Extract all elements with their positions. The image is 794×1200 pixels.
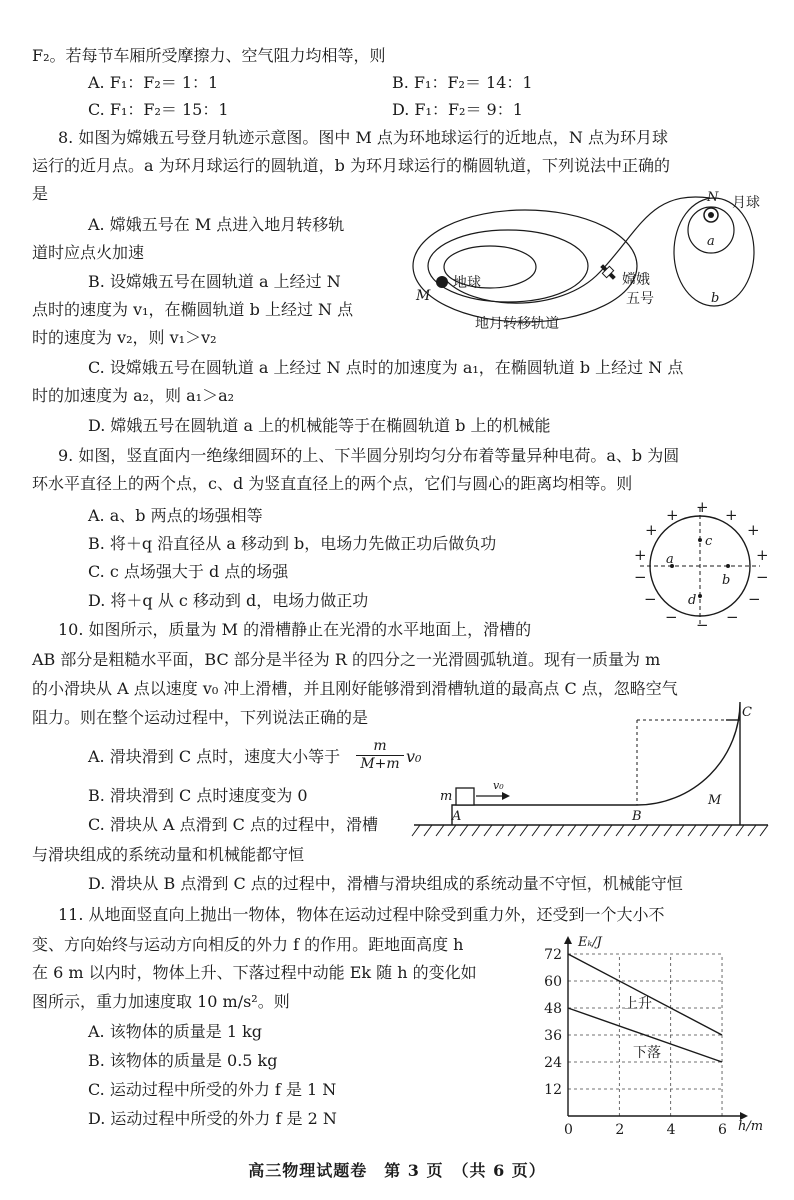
y-tick-label: 72	[544, 947, 562, 963]
q11-stem-line-1: 11. 从地面竖直向上抛出一物体，物体在运动过程中除受到重力外，还受到一个大小不	[58, 905, 665, 924]
a-point-label: A	[452, 809, 462, 824]
q10-option-a-post: v₀	[406, 747, 422, 766]
plus-sign: +	[645, 521, 658, 539]
y-tick-label: 12	[544, 1082, 562, 1098]
fraction-numerator: m	[356, 738, 404, 756]
minus-sign: −	[726, 608, 739, 626]
q10-stem-line-2: AB 部分是粗糙水平面，BC 部分是半径为 R 的四分之一光滑圆弧轨道。现有一质量为 m	[32, 650, 661, 669]
c-point-label: C	[742, 705, 752, 720]
x-tick-label: 0	[564, 1122, 573, 1138]
q9-option-b: B. 将＋q 沿直径从 a 移动到 b，电场力先做正功后做负功	[88, 534, 497, 553]
y-tick-label: 60	[544, 974, 562, 990]
q11-option-b: B. 该物体的质量是 0.5 kg	[88, 1051, 278, 1070]
minus-sign: −	[665, 608, 678, 626]
minus-sign: −	[748, 590, 761, 608]
v0-label: v₀	[493, 779, 504, 792]
plus-sign: +	[725, 506, 738, 524]
q8-option-a-2: 道时应点火加速	[32, 243, 145, 262]
y-axis-arrow	[564, 936, 572, 944]
q10-stem-line-3: 的小滑块从 A 点以速度 v₀ 冲上滑槽，并且刚好能够滑到滑槽轨道的最高点 C 点，忽略空气	[32, 679, 678, 698]
transfer-orbit-label: 地月转移轨道	[475, 316, 559, 332]
earth-label: 地球	[453, 275, 481, 291]
q10-option-c-1: C. 滑块从 A 点滑到 C 点的过程中，滑槽	[88, 815, 378, 834]
q8-option-d: D. 嫦娥五号在圆轨道 a 上的机械能等于在椭圆轨道 b 上的机械能	[88, 416, 551, 435]
x-axis-label: h/m	[738, 1119, 764, 1134]
minus-sign: −	[644, 590, 657, 608]
y-axis-label: Eₖ/J	[578, 935, 602, 950]
q8-option-a-1: A. 嫦娥五号在 M 点进入地月转移轨	[88, 215, 345, 234]
label-a: a	[666, 552, 674, 567]
minus-sign: −	[634, 568, 647, 586]
q8-option-b-2: 点时的速度为 v₁，在椭圆轨道 b 上经过 N 点	[32, 300, 354, 319]
probe-label-1: 嫦娥	[622, 272, 650, 288]
x-tick-label: 2	[615, 1122, 625, 1138]
q11-stem-line-4: 图所示，重力加速度取 10 m/s²。则	[32, 992, 290, 1011]
q7-option-d: D. F₁：F₂＝ 9：1	[392, 100, 523, 119]
y-tick-label: 24	[544, 1055, 562, 1071]
q8-option-b-1: B. 设嫦娥五号在圆轨道 a 上经过 N	[88, 272, 341, 291]
series-line-rise	[568, 954, 722, 1035]
q10-option-d: D. 滑块从 B 点滑到 C 点的过程中，滑槽与滑块组成的系统动量不守恒，机械能守恒	[88, 874, 683, 893]
q10-option-b: B. 滑块滑到 C 点时速度变为 0	[88, 786, 308, 805]
q11-option-d: D. 运动过程中所受的外力 f 是 2 N	[88, 1109, 337, 1128]
label-b: b	[722, 573, 731, 588]
q10-option-a-pre: A. 滑块滑到 C 点时，速度大小等于	[88, 747, 341, 766]
q10-option-c-2: 与滑块组成的系统动量和机械能都守恒	[32, 845, 305, 864]
label-c: c	[705, 534, 713, 549]
q8-stem-line-1: 8. 如图为嫦娥五号登月轨迹示意图。图中 M 点为环地球运行的近地点，N 点为环月球	[58, 128, 668, 147]
q9-option-c: C. c 点场强大于 d 点的场强	[88, 562, 289, 581]
q7-option-a: A. F₁：F₂＝ 1：1	[88, 73, 219, 92]
orbit-a-label: a	[707, 234, 715, 249]
q10-stem-line-4: 阻力。则在整个运动过程中，下列说法正确的是	[32, 708, 369, 727]
q8-option-c-1: C. 设嫦娥五号在圆轨道 a 上经过 N 点时的加速度为 a₁，在椭圆轨道 b 上经过 N 点	[88, 358, 684, 377]
q9-stem-line-1: 9. 如图，竖直面内一绝缘细圆环的上、下半圆分别均匀分布着等量异种电荷。a、b 为圆	[58, 446, 680, 465]
fall-series-label: 下落	[633, 1045, 661, 1061]
plus-sign: +	[696, 498, 709, 516]
q7-tail: F₂。若每节车厢所受摩擦力、空气阻力均相等，则	[32, 46, 386, 65]
q8-stem-line-3: 是	[32, 184, 49, 203]
q9-option-a: A. a、b 两点的场强相等	[88, 506, 263, 525]
q9-stem-line-2: 环水平直径上的两个点，c、d 为竖直直径上的两个点，它们与圆心的距离均相等。则	[32, 474, 633, 493]
q9-option-d: D. 将＋q 从 c 移动到 d，电场力做正功	[88, 591, 369, 610]
q8-option-c-2: 时的加速度为 a₂，则 a₁＞a₂	[32, 386, 235, 405]
chart-ticks	[544, 947, 727, 1138]
m-label: m	[440, 789, 453, 804]
q11-option-a: A. 该物体的质量是 1 kg	[88, 1022, 263, 1041]
q10-stem-line-1: 10. 如图所示，质量为 M 的滑槽静止在光滑的水平地面上，滑槽的	[58, 620, 532, 639]
x-tick-label: 4	[666, 1122, 676, 1138]
q7-option-b: B. F₁：F₂＝ 14：1	[392, 73, 533, 92]
chart-axes	[564, 936, 748, 1120]
minus-sign: −	[756, 568, 769, 586]
plus-sign: +	[747, 521, 760, 539]
x-tick-label: 6	[718, 1122, 727, 1138]
y-tick-label: 36	[544, 1028, 562, 1044]
q8-option-b-3: 时的速度为 v₂，则 v₁＞v₂	[32, 328, 217, 347]
moon-label: 月球	[732, 195, 760, 211]
fraction-denominator: M+m	[360, 756, 400, 772]
probe-label-2: 五号	[626, 291, 654, 307]
plus-sign: +	[666, 506, 679, 524]
minus-sign: −	[696, 616, 709, 634]
q11-stem-line-2: 变、方向始终与运动方向相反的外力 f 的作用。距地面高度 h	[32, 935, 464, 954]
plus-sign: +	[634, 546, 647, 564]
q11-stem-line-3: 在 6 m 以内时，物体上升、下落过程中动能 Ek 随 h 的变化如	[32, 963, 477, 982]
orbit-b-label: b	[711, 291, 720, 306]
q8-stem-line-2: 运行的近月点。a 为环月球运行的圆轨道，b 为环月球运行的椭圆轨道，下列说法中正确的	[32, 156, 670, 175]
y-tick-label: 48	[544, 1001, 562, 1017]
n-point-label: N	[707, 190, 719, 205]
label-d: d	[688, 593, 697, 608]
page-footer: 高三物理试题卷 第 3 页 （共 6 页）	[248, 1161, 546, 1180]
q11-option-c: C. 运动过程中所受的外力 f 是 1 N	[88, 1080, 337, 1099]
groove-mass-label: M	[708, 793, 722, 808]
m-point-label: M	[416, 288, 431, 304]
plus-sign: +	[756, 546, 769, 564]
rise-series-label: 上升	[624, 996, 652, 1012]
b-point-label: B	[632, 809, 642, 824]
q7-option-c: C. F₁：F₂＝ 15：1	[88, 100, 229, 119]
